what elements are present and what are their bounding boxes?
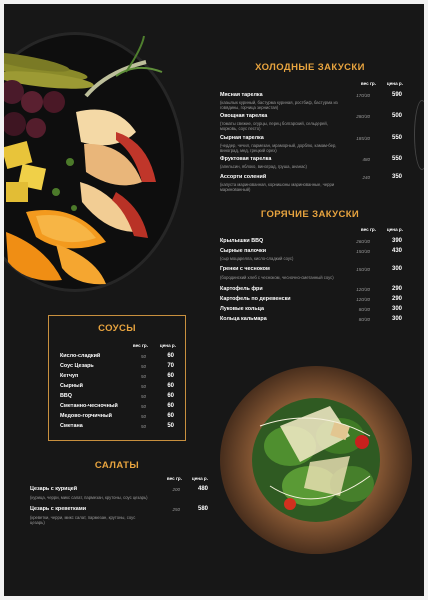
item-name: Сырные палочки	[220, 248, 267, 254]
item-price: 430	[391, 248, 402, 254]
item-weight: 50	[140, 353, 146, 359]
item-weight: 80/30	[358, 316, 370, 322]
item-price: 300	[391, 266, 402, 272]
item-description: (чеддер, чечил, пармезан, мраморный, дорблю, камам-бер, виноград, мед, грецкий орех)	[220, 143, 337, 154]
item-name: Медово-горчичный	[60, 413, 112, 419]
plate-edge-decoration	[414, 100, 424, 170]
item-price: 550	[391, 135, 402, 141]
item-description: (казылык куриный, бастурма куриная, ростбиф, бастурма из говядины, горчица зернистая)	[220, 100, 338, 111]
item-name: Сметанно-чесночный	[60, 403, 118, 409]
item-price: 290	[391, 296, 402, 302]
item-weight: 50	[140, 413, 146, 419]
item-name: Кисло-сладкий	[60, 353, 101, 359]
item-description: (сыр моцарелла, кисло-сладкий соус)	[220, 256, 294, 261]
item-name: Цезарь с курицей	[30, 486, 78, 492]
item-name: Мясная тарелка	[220, 92, 263, 98]
item-weight: 280/30	[356, 113, 370, 119]
item-weight: 80/30	[358, 306, 370, 312]
item-weight: 150/30	[356, 248, 370, 254]
item-price: 390	[391, 238, 402, 244]
hot-section-title: ГОРЯЧИЕ ЗАКУСКИ	[260, 209, 360, 220]
item-weight: 50	[140, 423, 146, 429]
item-description: (томаты свежие, огурцы, перец болгарский, сельдерей, морковь, соус песто)	[220, 121, 328, 132]
item-weight: 120/30	[356, 296, 370, 302]
sauces-price-header: цена р.	[159, 343, 176, 348]
item-name: BBQ	[60, 393, 72, 399]
item-name: Сырная тарелка	[220, 135, 264, 141]
item-name: Картофель фри	[220, 286, 263, 292]
item-price: 60	[167, 383, 174, 389]
item-description: (капуста маринованная, корнишоны маринованные, черри маринованный)	[220, 182, 335, 193]
hot-weight-header: вес гр.	[360, 227, 376, 232]
item-price: 60	[167, 403, 174, 409]
salad-illustration	[220, 366, 412, 554]
sauces-section-title: СОУСЫ	[98, 323, 136, 334]
salads-section-title: САЛАТЫ	[94, 460, 140, 471]
item-weight: 240	[362, 174, 370, 180]
item-name: Картофель по деревенски	[220, 296, 291, 302]
item-price: 300	[391, 316, 402, 322]
fruit-plate-illustration	[4, 32, 184, 292]
item-price: 350	[391, 174, 402, 180]
item-price: 480	[197, 486, 208, 492]
item-name: Кольца кальмара	[220, 316, 267, 322]
item-weight: 50	[140, 383, 146, 389]
item-price: 580	[197, 506, 208, 512]
item-price: 500	[391, 113, 402, 119]
item-name: Сметана	[60, 423, 83, 429]
item-weight: 150/30	[356, 266, 370, 272]
item-name: Ассорти солений	[220, 174, 267, 180]
cold-price-header: цена р.	[386, 81, 403, 86]
item-weight: 200	[172, 486, 180, 492]
item-name: Овощная тарелка	[220, 113, 268, 119]
salad-plate-image	[220, 366, 412, 554]
item-name: Гренки с чесноком	[220, 266, 270, 272]
item-weight: 185/30	[356, 135, 370, 141]
cold-weight-header: вес гр.	[360, 81, 376, 86]
cold-section-title: ХОЛОДНЫЕ ЗАКУСКИ	[255, 62, 365, 73]
item-name: Соус Цезарь	[60, 363, 94, 369]
item-name: Луковые кольца	[220, 306, 265, 312]
hot-price-header: цена р.	[386, 227, 403, 232]
item-price: 60	[167, 393, 174, 399]
item-name: Фруктовая тарелка	[220, 156, 272, 162]
item-description: (курица, черри, микс салат, пармезан, крутоны, соус цезарь)	[30, 495, 148, 500]
item-price: 290	[391, 286, 402, 292]
item-price: 60	[167, 353, 174, 359]
item-weight: 50	[140, 373, 146, 379]
item-weight: 250	[172, 506, 180, 512]
item-description: (бородинский хлеб с чесноком, чесночно-сметанный соус)	[220, 275, 334, 280]
item-name: Сырный	[60, 383, 83, 389]
item-name: Крылышки BBQ	[220, 238, 264, 244]
item-description: (апельсин, яблоко, виноград, груша, ананас)	[220, 164, 307, 169]
item-price: 70	[167, 363, 174, 369]
item-price: 300	[391, 306, 402, 312]
item-price: 60	[167, 373, 174, 379]
salads-price-header: цена р.	[191, 476, 208, 481]
item-name: Цезарь с креветками	[30, 506, 87, 512]
item-weight: 50	[140, 393, 146, 399]
sauces-weight-header: вес гр.	[132, 343, 148, 348]
item-weight: 50	[140, 363, 146, 369]
item-name: Кетчуп	[60, 373, 79, 379]
fruit-plate-image	[4, 32, 184, 292]
item-weight: 480	[362, 156, 370, 162]
salads-weight-header: вес гр.	[166, 476, 182, 481]
item-weight: 50	[140, 403, 146, 409]
item-weight: 120/30	[356, 286, 370, 292]
item-price: 550	[391, 156, 402, 162]
item-weight: 260/30	[356, 238, 370, 244]
item-weight: 170/30	[356, 92, 370, 98]
item-description: (креветки, черри, микс салат, пармезан, крутоны, соус цезарь)	[30, 515, 136, 526]
item-price: 50	[167, 423, 174, 429]
item-price: 590	[391, 92, 402, 98]
item-price: 60	[167, 413, 174, 419]
menu-page	[4, 4, 424, 596]
